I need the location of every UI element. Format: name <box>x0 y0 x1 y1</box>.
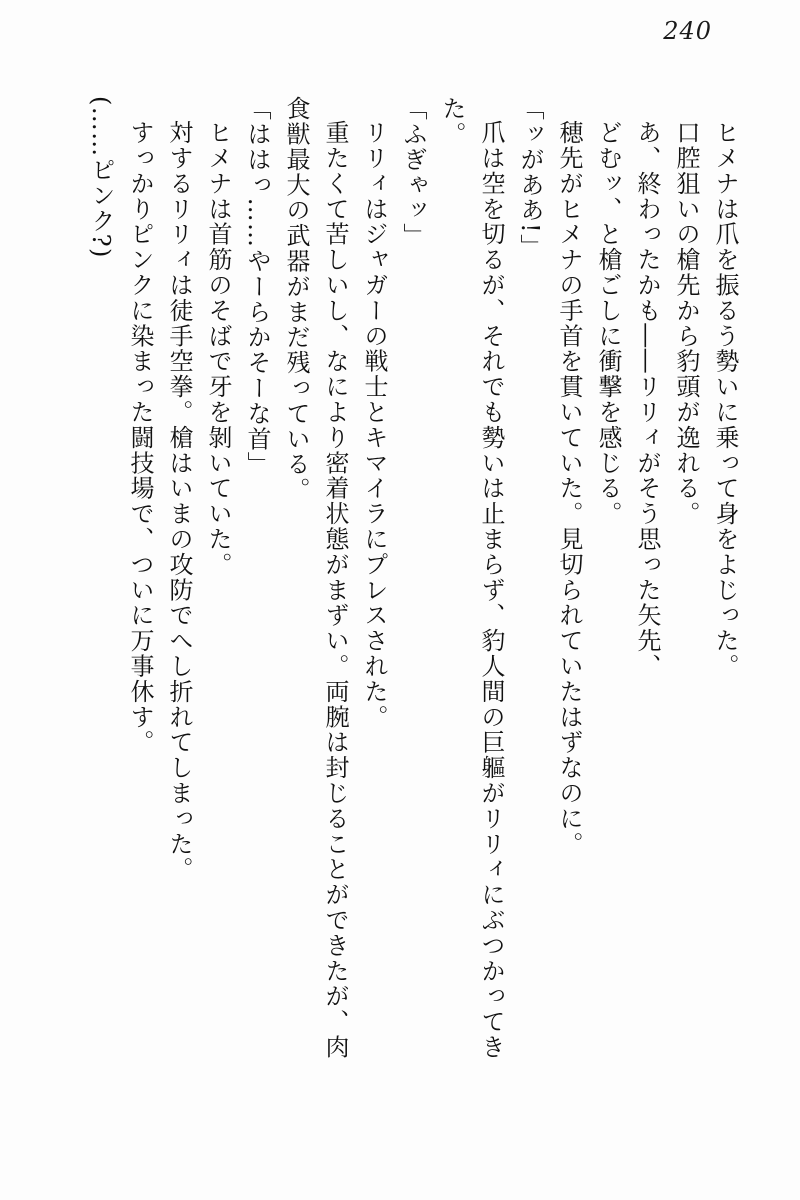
paragraph: すっかりピンクに染まった闘技場で、ついに万事休す。 <box>126 120 154 755</box>
paragraph: ヒメナは首筋のそばで牙を剝いていた。 <box>204 120 232 578</box>
paragraph: あ、終わったかも――リリィがそう思った矢先、 <box>633 120 661 679</box>
paragraph-dialogue: 「ふぎゃッ」 <box>399 96 427 249</box>
paragraph-dialogue: 「ははっ……やーらかそーな首」 <box>243 96 271 477</box>
novel-text <box>81 96 744 1068</box>
paragraph: 対するリリィは徒手空拳。槍はいまの攻防でへし折れてしまった。 <box>165 120 193 882</box>
paragraph: ヒメナは爪を振るう勢いに乗って身をよじった。 <box>711 120 739 679</box>
paragraph-dialogue: 「ッがああ!」 <box>516 96 544 260</box>
paragraph: どむッ、と槍ごしに衝撃を感じる。 <box>594 120 622 527</box>
paragraph: 爪は空を切るが、それでも勢いは止まらず、豹人間の巨軀がリリィにぶつかってきた。 <box>438 96 505 1060</box>
paragraph: 口腔狙いの槍先から豹頭が逸れる。 <box>672 120 700 527</box>
paragraph: 重たくて苦しいし、なにより密着状態がまずい。両腕は封じることができたが、肉食獣最大の武器がまだ残っている。 <box>282 96 349 1060</box>
paragraph: リリィはジャガーの戦士とキマイラにプレスされた。 <box>360 120 388 730</box>
paragraph-thought: (……ピンク?) <box>87 96 115 259</box>
paragraph: 穂先がヒメナの手首を貫いていた。見切られていたはずなのに。 <box>555 120 583 857</box>
page-number: 240 <box>663 17 712 45</box>
